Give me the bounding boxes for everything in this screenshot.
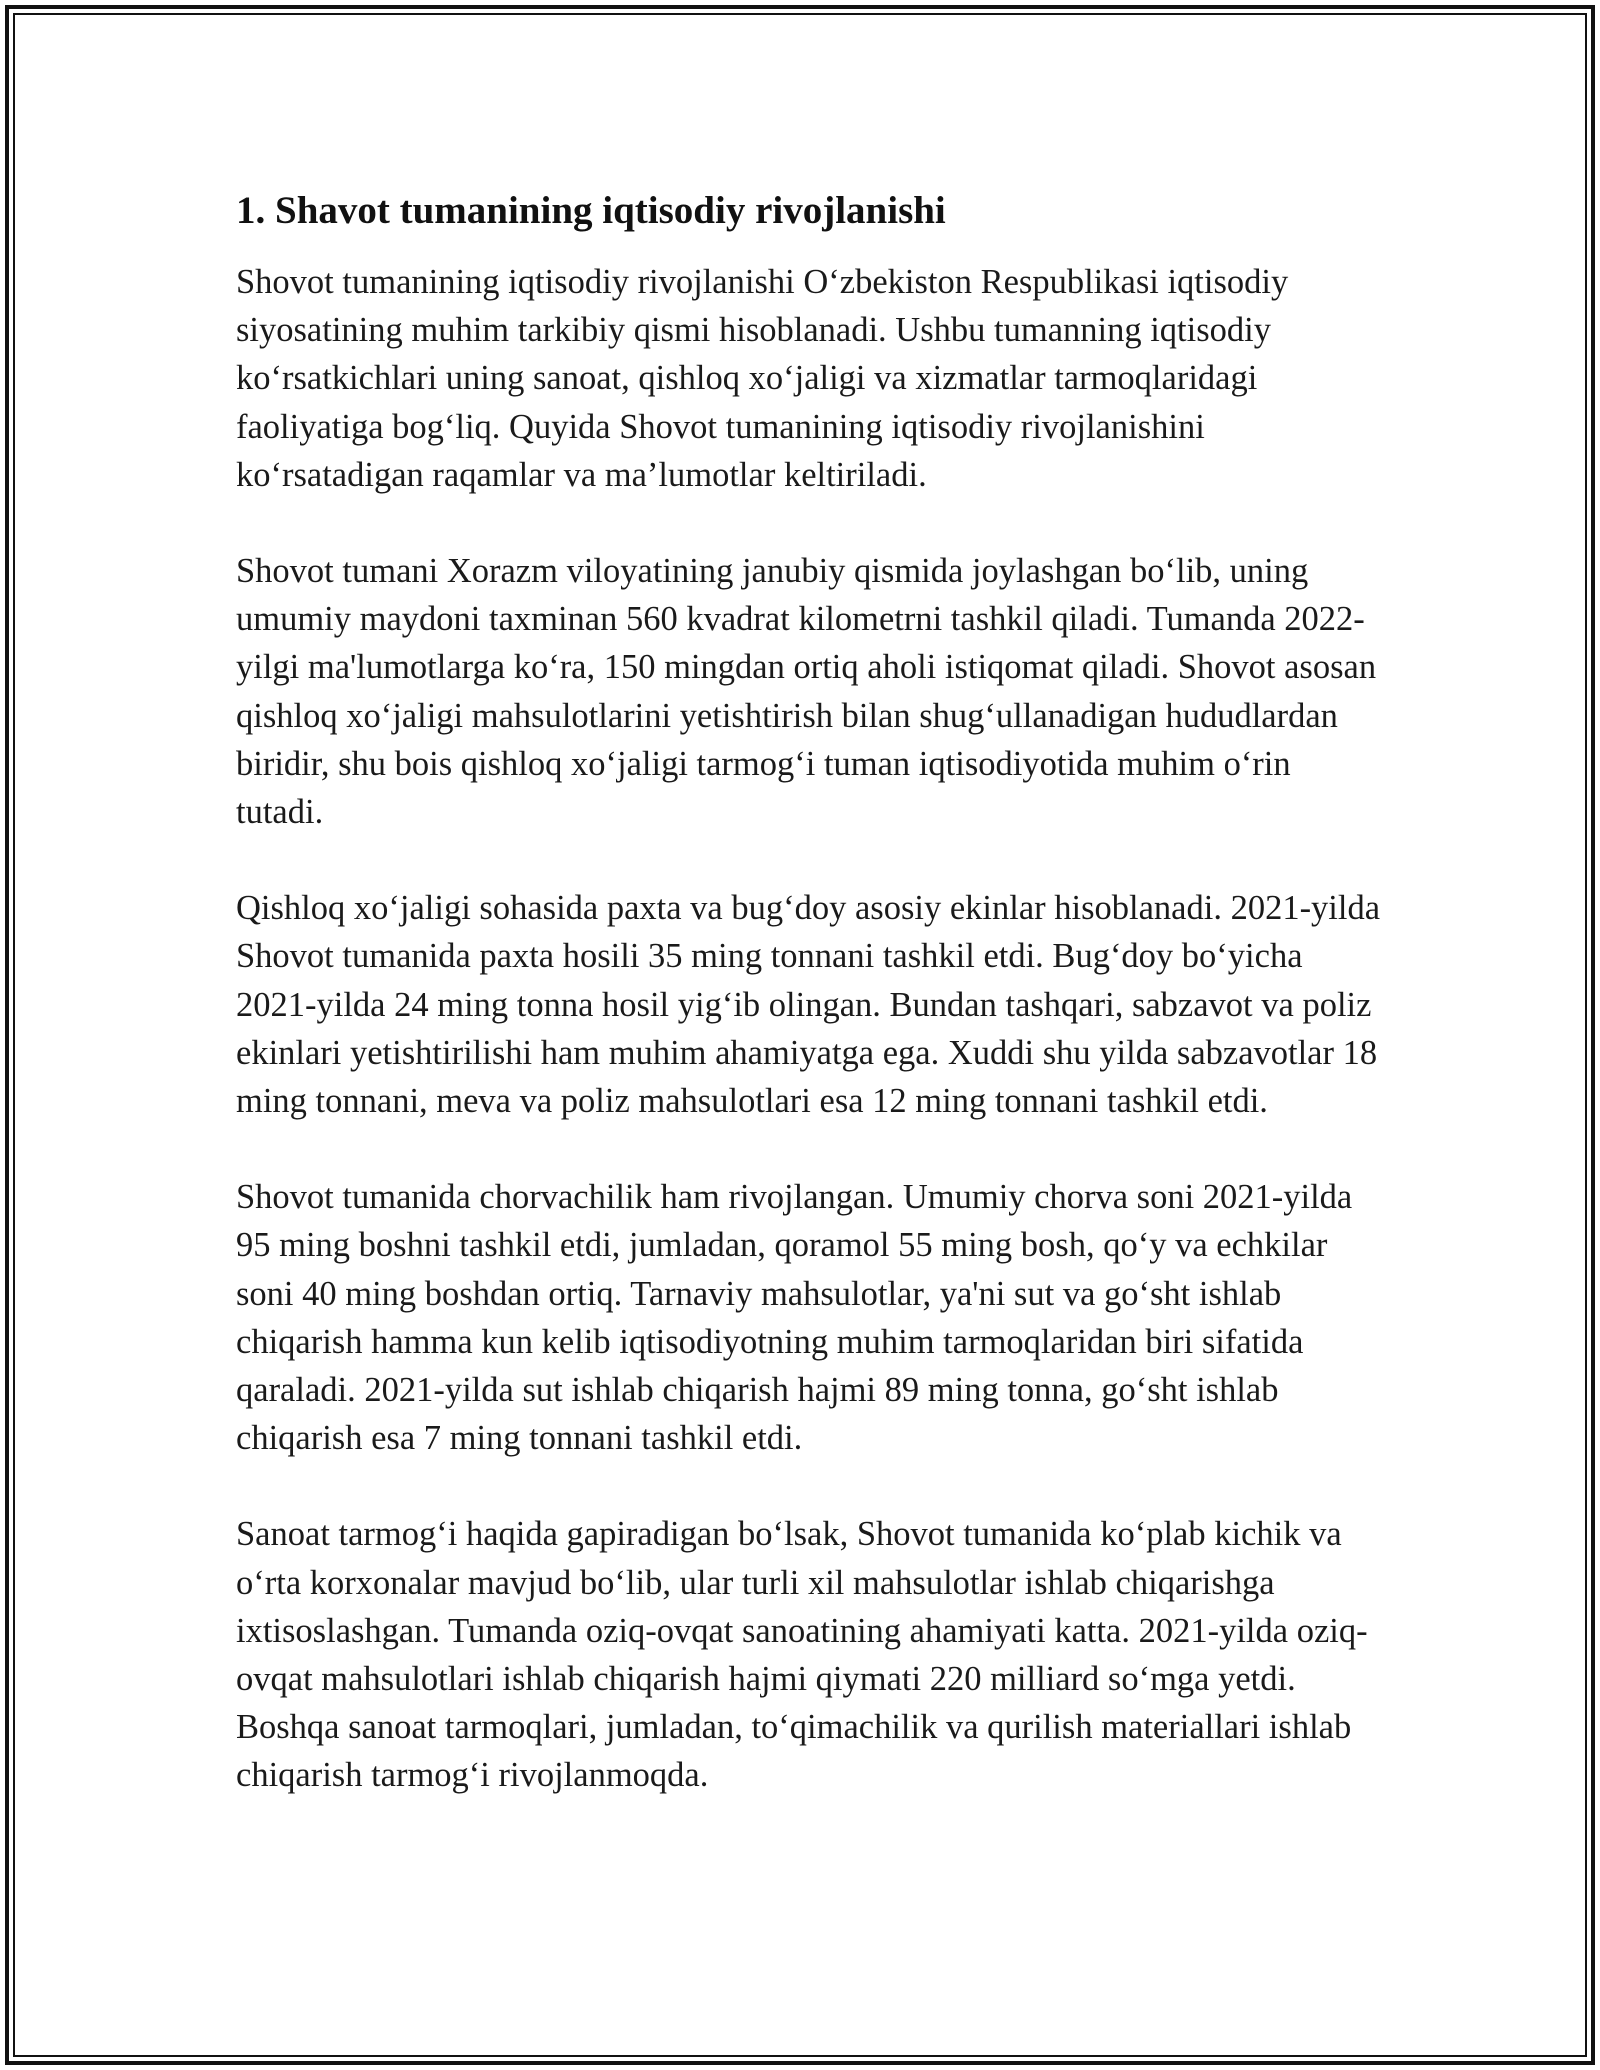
paragraph-industry: Sanoat tarmog‘i haqida gapiradigan bo‘lsak, Shovot tumanida ko‘plab kichik va o‘rta korxonalar mavjud bo‘lib, ular turli xil mahsulotlar ishlab chiqarishga ixtisoslashgan. Tumanda oziq-ovqat sanoatining ahamiyati katta. 2021-yilda oziq-ovqat mahsulotlari ishlab chiqarish hajmi qiymati 220 milliard so‘mga yetdi. Boshqa sanoat tarmoqlari, jumladan, to‘qimachilik va qurilish materiallari ishlab chiqarish tarmog‘i rivojlanmoqda.: [236, 1515, 1368, 1795]
document-body: [236, 186, 1386, 1848]
paragraph-agriculture: Qishloq xo‘jaligi sohasida paxta va bug‘doy asosiy ekinlar hisoblanadi. 2021-yilda Shovot tumanida paxta hosili 35 ming tonnani tashkil etdi. Bug‘doy bo‘yicha 2021-yilda 24 ming tonna hosil yig‘ib olingan. Bundan tashqari, sabzavot va poliz ekinlari yetishtirilishi ham muhim ahamiyatga ega. Xuddi shu yilda sabzavotlar 18 ming tonnani, meva va poliz mahsulotlari esa 12 ming tonnani tashkil etdi.: [236, 889, 1381, 1121]
paragraph-geography: Shovot tumani Xorazm viloyatining janubiy qismida joylashgan bo‘lib, uning umumiy maydoni taxminan 560 kvadrat kilometrni tashkil qiladi. Tumanda 2022-yilgi ma'lumotlarga ko‘ra, 150 mingdan ortiq aholi istiqomat qiladi. Shovot asosan qishloq xo‘jaligi mahsulotlarini yetishtirish bilan shug‘ullanadigan hududlardan biridir, shu bois qishloq xo‘jaligi tarmog‘i tuman iqtisodiyotida muhim o‘rin tutadi.: [236, 552, 1377, 832]
paragraph-intro: Shovot tumanining iqtisodiy rivojlanishi O‘zbekiston Respublikasi iqtisodiy siyosatining muhim tarkibiy qismi hisoblanadi. Ushbu tumanning iqtisodiy ko‘rsatkichlari uning sanoat, qishloq xo‘jaligi va xizmatlar tarmoqlaridagi faoliyatiga bog‘liq. Quyida Shovot tumanining iqtisodiy rivojlanishini ko‘rsatadigan raqamlar va ma’lumotlar keltiriladi.: [236, 263, 1289, 494]
paragraph-livestock: Shovot tumanida chorvachilik ham rivojlangan. Umumiy chorva soni 2021-yilda 95 ming boshni tashkil etdi, jumladan, qoramol 55 ming bosh, qo‘y va echkilar soni 40 ming boshdan ortiq. Tarnaviy mahsulotlar, ya'ni sut va go‘sht ishlab chiqarish hamma kun kelib iqtisodiyotning muhim tarmoqlaridan biri sifatida qaraladi. 2021-yilda sut ishlab chiqarish hajmi 89 ming tonna, go‘sht ishlab chiqarish esa 7 ming tonnani tashkil etdi.: [236, 1178, 1353, 1458]
section-heading: 1. Shavot tumanining iqtisodiy rivojlanishi: [236, 189, 946, 232]
